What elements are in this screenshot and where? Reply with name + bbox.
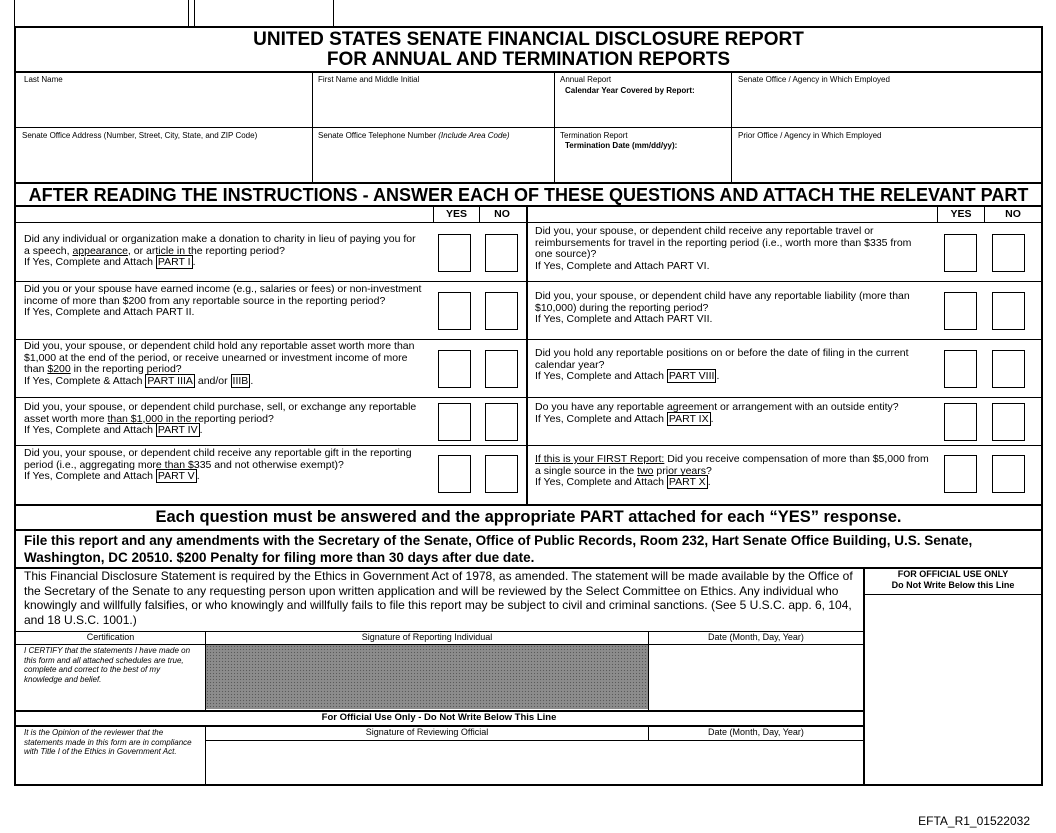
calendar-year-label: Calendar Year Covered by Report:	[565, 86, 695, 95]
top-tab-right	[194, 0, 334, 27]
date-reviewing-header: Date (Month, Day, Year)	[708, 727, 804, 737]
question-part-v: Did you, your spouse, or dependent child receive any reportable gift in the reporting period (i.e., aggregating more than $335 and not otherwise exempt)? If Yes, Complete and Attach PART V .	[24, 447, 412, 482]
annual-report-label: Annual Report	[560, 75, 612, 84]
part-iiia-ref[interactable]: PART IIIA	[147, 374, 193, 387]
document-id: EFTA_R1_01522032	[918, 814, 1030, 828]
part-viii-ref[interactable]: PART VIII	[668, 370, 715, 382]
part-x-ref[interactable]: PART X	[668, 476, 706, 488]
top-tab-left	[14, 0, 189, 27]
question-part-iv: Did you, your spouse, or dependent child purchase, sell, or exchange any reportable asset worth more than $1,000 in the reporting period? If Yes, Complete and Attach PART IV .	[24, 401, 417, 436]
date-reviewing-field[interactable]	[649, 741, 862, 784]
question-part-x: If this is your FIRST Report: Did you receive compensation of more than $5,000 from a single source in the two prior years? If Yes, Complete and Attach PART X .	[535, 453, 929, 488]
office-phone-label: Senate Office Telephone Number (Include Area Code)	[318, 131, 510, 140]
part-ix-yes-checkbox[interactable]	[944, 403, 977, 441]
prior-office-label: Prior Office / Agency in Which Employed	[738, 131, 882, 140]
question-part-viii: Did you hold any reportable positions on or before the date of filing in the current calendar year? If Yes, Complete and Attach PART VIII .	[535, 347, 909, 382]
senate-office-label: Senate Office / Agency in Which Employed	[738, 75, 890, 84]
question-part-ix: Do you have any reportable agreement or arrangement with an outside entity? If Yes, Complete and Attach PART IX .	[535, 401, 899, 425]
official-use-line1: FOR OFFICIAL USE ONLY	[897, 569, 1009, 579]
part-x-yes-checkbox[interactable]	[944, 455, 977, 493]
yes-header-right: YES	[950, 208, 972, 220]
part-iv-ref[interactable]: PART IV	[157, 424, 198, 436]
part-viii-yes-checkbox[interactable]	[944, 350, 977, 388]
question-part-ii: Did you or your spouse have earned income (e.g., salaries or fees) or non-investment income of more than $200 from any reportable source in the reporting period? If Yes, Complete and Attach PART II.	[24, 283, 422, 318]
part-x-no-checkbox[interactable]	[992, 455, 1025, 493]
official-use-band: For Official Use Only - Do Not Write Below This Line	[321, 712, 557, 723]
calendar-year-field[interactable]	[556, 97, 729, 126]
prior-office-field[interactable]	[733, 142, 1041, 181]
part-ix-ref[interactable]: PART IX	[668, 412, 709, 425]
part-ii-no-checkbox[interactable]	[485, 292, 518, 330]
date-reporting-header: Date (Month, Day, Year)	[708, 632, 804, 642]
statement-paragraph: This Financial Disclosure Statement is required by the Ethics in Government Act of 1978, as amended. The statement will be made available by the Office of the Secretary of the Senate to any requesting person upon written application and will be reviewed by the Select Committee on Ethics. Any individual who knowingly and willfully falsifies, or who knowingly and willfully fails to file this report may be subject to civil and criminal sanctions. (See 5 U.S.C. app. 6, 104, and 18 U.S.C. 1001.)	[24, 569, 853, 627]
first-middle-label: First Name and Middle Initial	[318, 75, 420, 84]
termination-date-label: Termination Date (mm/dd/yy):	[565, 141, 678, 150]
first-middle-field[interactable]	[314, 86, 552, 126]
part-v-yes-checkbox[interactable]	[438, 455, 471, 493]
senate-office-field[interactable]	[733, 86, 1041, 126]
question-part-i: Did any individual or organization make a donation to charity in lieu of paying you for a speech, appearance, or article in the reporting period? If Yes, Complete and Attach PART I .	[24, 233, 416, 268]
certification-header: Certification	[86, 632, 135, 642]
no-header-right: NO	[1005, 208, 1021, 220]
part-v-no-checkbox[interactable]	[485, 455, 518, 493]
office-phone-field[interactable]	[314, 142, 552, 181]
signature-reviewing-field[interactable]	[206, 741, 648, 784]
each-question-banner: Each question must be answered and the appropriate PART attached for each “YES” response.	[155, 508, 902, 526]
official-use-heading	[865, 569, 1041, 591]
part-iv-yes-checkbox[interactable]	[438, 403, 471, 441]
question-part-iii: Did you, your spouse, or dependent child hold any reportable asset worth more than $1,000 at the end of the period, or receive unearned or investment income of more than $200 in the reporting period? If Yes, Complete & Attach PART IIIA and/or IIIB .	[24, 340, 415, 387]
part-v-ref[interactable]: PART V	[157, 470, 195, 482]
reviewer-text: It is the Opinion of the reviewer that the statements made in this form are in compliance with Title I of the Ethics in Government Act.	[24, 728, 192, 757]
part-iii-no-checkbox[interactable]	[485, 350, 518, 388]
form-title-line1: UNITED STATES SENATE FINANCIAL DISCLOSURE REPORT	[253, 29, 804, 50]
question-part-vii: Did you, your spouse, or dependent child have any reportable liability (more than $10,000) during the reporting period? If Yes, Complete and Attach PART VII.	[535, 290, 910, 325]
part-i-yes-checkbox[interactable]	[438, 234, 471, 272]
form-title-line2: FOR ANNUAL AND TERMINATION REPORTS	[326, 49, 731, 70]
last-name-field[interactable]	[16, 86, 310, 126]
part-iiib-ref[interactable]: IIIB	[232, 374, 249, 387]
termination-date-field[interactable]	[556, 152, 729, 181]
signature-reporting-field[interactable]	[206, 645, 648, 709]
part-i-no-checkbox[interactable]	[485, 234, 518, 272]
part-i-ref[interactable]: PART I	[157, 256, 191, 268]
part-vi-no-checkbox[interactable]	[992, 234, 1025, 272]
office-address-label: Senate Office Address (Number, Street, City, State, and ZIP Code)	[22, 131, 258, 140]
termination-report-label: Termination Report	[560, 131, 628, 140]
yes-header-left: YES	[445, 208, 467, 220]
date-reporting-field[interactable]	[649, 645, 862, 709]
part-ii-yes-checkbox[interactable]	[438, 292, 471, 330]
signature-reviewing-header: Signature of Reviewing Official	[365, 727, 489, 737]
part-viii-no-checkbox[interactable]	[992, 350, 1025, 388]
official-use-line2: Do Not Write Below this Line	[891, 580, 1015, 590]
part-iii-yes-checkbox[interactable]	[438, 350, 471, 388]
question-part-vi: Did you, your spouse, or dependent child receive any reportable travel or reimbursements for travel in the reporting period (i.e., worth more than $335 from one source)? If Yes, Complete and Attach PART VI.	[535, 225, 912, 272]
office-address-field[interactable]	[16, 142, 310, 181]
file-notice: File this report and any amendments with the Secretary of the Senate, Office of Public Records, Room 232, Hart Senate Office Building, U.S. Senate, Washington, DC 20510. $200 Penalty for filing more than 30 days after due date.	[24, 533, 973, 565]
part-ix-no-checkbox[interactable]	[992, 403, 1025, 441]
signature-reporting-header: Signature of Reporting Individual	[361, 632, 493, 642]
part-vii-no-checkbox[interactable]	[992, 292, 1025, 330]
last-name-label: Last Name	[24, 75, 63, 84]
instructions-banner: AFTER READING THE INSTRUCTIONS - ANSWER EACH OF THESE QUESTIONS AND ATTACH THE RELEVANT PART	[28, 185, 1029, 205]
part-iv-no-checkbox[interactable]	[485, 403, 518, 441]
certification-text: I CERTIFY that the statements I have made on this form and all attached schedules are true, complete and correct to the best of my knowledge and belief.	[24, 646, 191, 684]
part-vi-yes-checkbox[interactable]	[944, 234, 977, 272]
no-header-left: NO	[494, 208, 510, 220]
part-vii-yes-checkbox[interactable]	[944, 292, 977, 330]
